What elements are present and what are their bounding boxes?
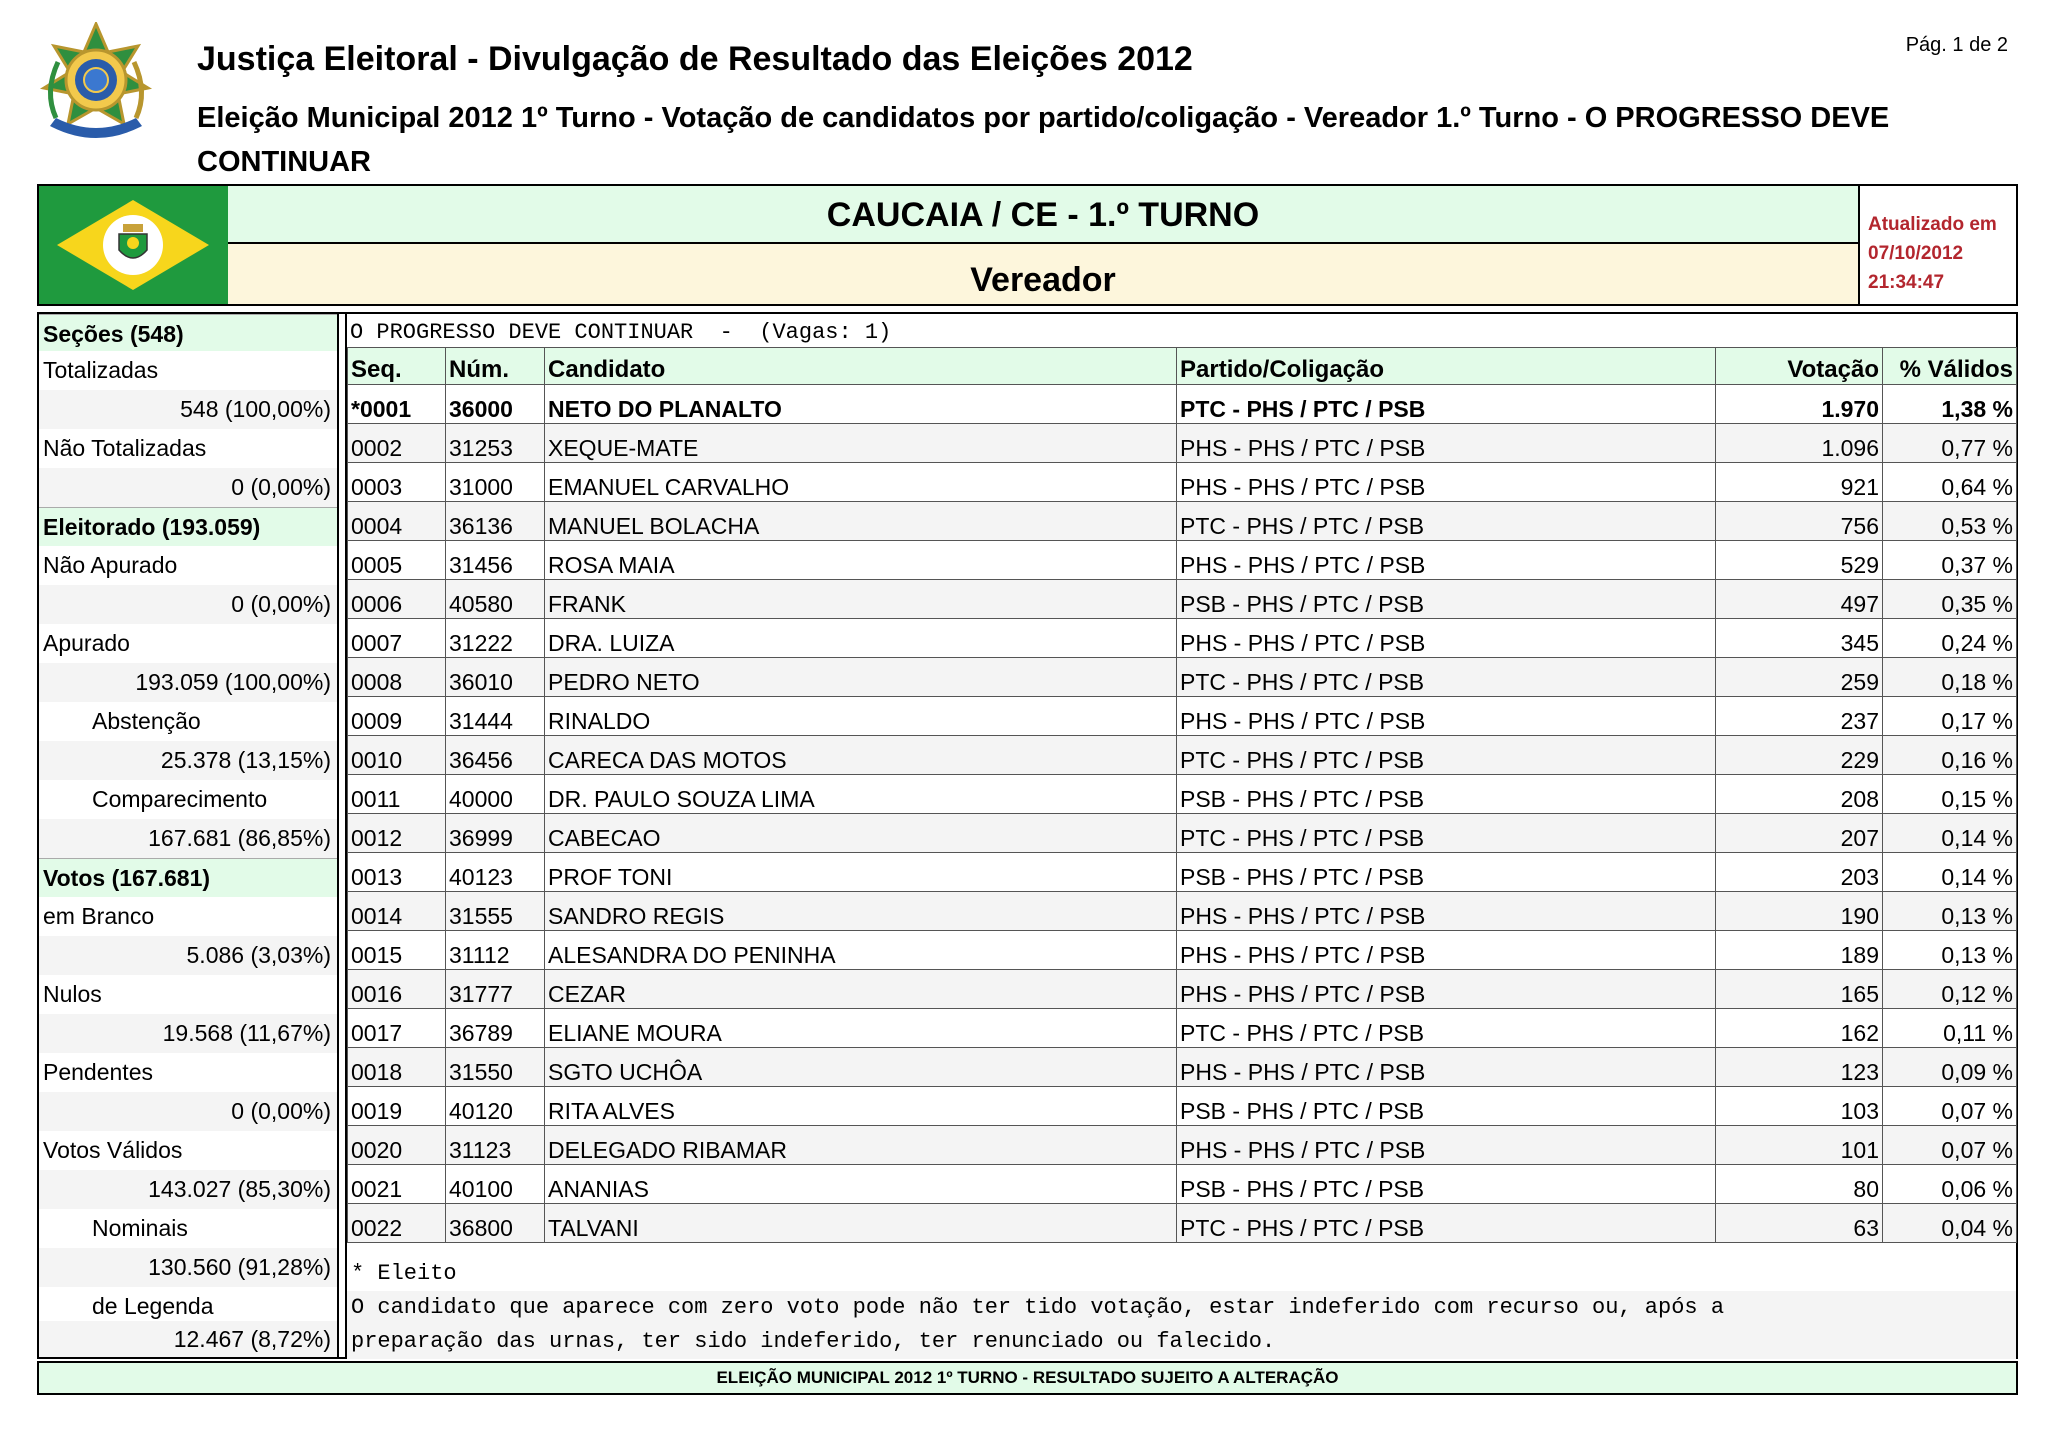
votes-cell: 190 [1716, 892, 1883, 931]
nominais-value: 130.560 (91,28%) [39, 1248, 337, 1287]
party-cell: PSB - PHS / PTC / PSB [1177, 775, 1716, 814]
pct-cell: 0,77 % [1883, 424, 2017, 463]
seq-cell: *0001 [348, 385, 446, 424]
num-cell: 36800 [446, 1204, 545, 1243]
table-row [348, 931, 2017, 970]
votes-cell: 103 [1716, 1087, 1883, 1126]
candidate-cell: DR. PAULO SOUZA LIMA [545, 775, 1177, 814]
table-row [348, 1048, 2017, 1087]
party-cell: PHS - PHS / PTC / PSB [1177, 892, 1716, 931]
candidate-cell: ELIANE MOURA [545, 1009, 1177, 1048]
votes-cell: 497 [1716, 580, 1883, 619]
votes-cell: 123 [1716, 1048, 1883, 1087]
pct-cell: 0,14 % [1883, 853, 2017, 892]
table-header-row [348, 348, 2017, 385]
num-cell: 36000 [446, 385, 545, 424]
summary-panel [39, 314, 337, 1357]
votes-cell: 756 [1716, 502, 1883, 541]
brazil-coat-of-arms-icon [36, 22, 156, 144]
validos-value: 143.027 (85,30%) [39, 1170, 337, 1209]
pct-cell: 0,13 % [1883, 931, 2017, 970]
table-row [348, 697, 2017, 736]
party-cell: PSB - PHS / PTC / PSB [1177, 1087, 1716, 1126]
table-row [348, 580, 2017, 619]
party-cell: PHS - PHS / PTC / PSB [1177, 1048, 1716, 1087]
comparecimento-value: 167.681 (86,85%) [39, 819, 337, 858]
candidate-cell: NETO DO PLANALTO [545, 385, 1177, 424]
document-title: Justiça Eleitoral - Divulgação de Resultado das Eleições 2012 [197, 40, 1193, 78]
votes-cell: 189 [1716, 931, 1883, 970]
seq-cell: 0018 [348, 1048, 446, 1087]
updated-label: Atualizado em [1868, 214, 1997, 235]
pct-cell: 0,13 % [1883, 892, 2017, 931]
num-cell: 40580 [446, 580, 545, 619]
col-seq: Seq. [348, 348, 446, 385]
table-row [348, 892, 2017, 931]
branco-label: em Branco [39, 897, 337, 936]
candidate-cell: XEQUE-MATE [545, 424, 1177, 463]
table-row [348, 1165, 2017, 1204]
seq-cell: 0012 [348, 814, 446, 853]
candidate-cell: ANANIAS [545, 1165, 1177, 1204]
pct-cell: 0,37 % [1883, 541, 2017, 580]
comparecimento-label: Comparecimento [39, 780, 337, 819]
party-cell: PHS - PHS / PTC / PSB [1177, 463, 1716, 502]
nulos-label: Nulos [39, 975, 337, 1014]
candidate-cell: CARECA DAS MOTOS [545, 736, 1177, 775]
pendentes-label: Pendentes [39, 1053, 337, 1092]
nao-totalizadas-label: Não Totalizadas [39, 429, 337, 468]
num-cell: 31253 [446, 424, 545, 463]
party-cell: PTC - PHS / PTC / PSB [1177, 1009, 1716, 1048]
pct-cell: 0,07 % [1883, 1087, 2017, 1126]
seq-cell: 0022 [348, 1204, 446, 1243]
coalition-line: O PROGRESSO DEVE CONTINUAR - (Vagas: 1) [350, 320, 892, 345]
votes-cell: 1.970 [1716, 385, 1883, 424]
pct-cell: 0,15 % [1883, 775, 2017, 814]
seq-cell: 0021 [348, 1165, 446, 1204]
seq-cell: 0007 [348, 619, 446, 658]
municipality-title: CAUCAIA / CE - 1.º TURNO [228, 186, 1860, 244]
pct-cell: 0,35 % [1883, 580, 2017, 619]
seq-cell: 0005 [348, 541, 446, 580]
totalizadas-value: 548 (100,00%) [39, 390, 337, 429]
num-cell: 36789 [446, 1009, 545, 1048]
candidate-cell: EMANUEL CARVALHO [545, 463, 1177, 502]
updated-timestamp [1868, 210, 1997, 297]
seq-cell: 0015 [348, 931, 446, 970]
page-number: Pág. 1 de 2 [1905, 34, 2008, 56]
party-cell: PSB - PHS / PTC / PSB [1177, 580, 1716, 619]
nominais-label: Nominais [39, 1209, 337, 1248]
seq-cell: 0002 [348, 424, 446, 463]
seq-cell: 0017 [348, 1009, 446, 1048]
num-cell: 40123 [446, 853, 545, 892]
table-row [348, 424, 2017, 463]
candidate-cell: CABECAO [545, 814, 1177, 853]
municipality-header [37, 184, 2018, 306]
candidate-cell: ALESANDRA DO PENINHA [545, 931, 1177, 970]
candidates-table [347, 347, 2017, 1243]
col-votes: Votação [1716, 348, 1883, 385]
candidate-cell: DELEGADO RIBAMAR [545, 1126, 1177, 1165]
party-cell: PHS - PHS / PTC / PSB [1177, 424, 1716, 463]
seq-cell: 0020 [348, 1126, 446, 1165]
pct-cell: 0,04 % [1883, 1204, 2017, 1243]
party-cell: PHS - PHS / PTC / PSB [1177, 697, 1716, 736]
footer-notice: ELEIÇÃO MUNICIPAL 2012 1º TURNO - RESULTADO SUJEITO A ALTERAÇÃO [37, 1361, 2018, 1395]
notes [347, 1257, 2016, 1359]
seq-cell: 0011 [348, 775, 446, 814]
votes-cell: 229 [1716, 736, 1883, 775]
num-cell: 40000 [446, 775, 545, 814]
votes-cell: 162 [1716, 1009, 1883, 1048]
pct-cell: 0,18 % [1883, 658, 2017, 697]
pct-cell: 0,53 % [1883, 502, 2017, 541]
num-cell: 31112 [446, 931, 545, 970]
pct-cell: 0,64 % [1883, 463, 2017, 502]
seq-cell: 0008 [348, 658, 446, 697]
votes-cell: 345 [1716, 619, 1883, 658]
col-candidate: Candidato [545, 348, 1177, 385]
pendentes-value: 0 (0,00%) [39, 1092, 337, 1131]
pct-cell: 0,24 % [1883, 619, 2017, 658]
seq-cell: 0004 [348, 502, 446, 541]
candidate-cell: RITA ALVES [545, 1087, 1177, 1126]
totalizadas-label: Totalizadas [39, 351, 337, 390]
party-cell: PHS - PHS / PTC / PSB [1177, 1126, 1716, 1165]
seq-cell: 0013 [348, 853, 446, 892]
table-row [348, 658, 2017, 697]
num-cell: 36010 [446, 658, 545, 697]
ceara-flag-icon [39, 186, 228, 304]
abstencao-value: 25.378 (13,15%) [39, 741, 337, 780]
table-row [348, 502, 2017, 541]
num-cell: 36999 [446, 814, 545, 853]
disclaimer-line-2: preparação das urnas, ter sido indeferido, ter renunciado ou falecido. [347, 1325, 2016, 1359]
seq-cell: 0019 [348, 1087, 446, 1126]
party-cell: PHS - PHS / PTC / PSB [1177, 619, 1716, 658]
candidate-cell: PEDRO NETO [545, 658, 1177, 697]
validos-label: Votos Válidos [39, 1131, 337, 1170]
num-cell: 31550 [446, 1048, 545, 1087]
candidate-cell: TALVANI [545, 1204, 1177, 1243]
pct-cell: 0,14 % [1883, 814, 2017, 853]
candidate-cell: RINALDO [545, 697, 1177, 736]
seq-cell: 0009 [348, 697, 446, 736]
candidate-cell: CEZAR [545, 970, 1177, 1009]
updated-date: 07/10/2012 [1868, 243, 1964, 264]
table-row [348, 1126, 2017, 1165]
party-cell: PTC - PHS / PTC / PSB [1177, 502, 1716, 541]
apurado-label: Apurado [39, 624, 337, 663]
secoes-header: Seções (548) [39, 314, 337, 353]
nao-apurado-label: Não Apurado [39, 546, 337, 585]
document-subtitle: Eleição Municipal 2012 1º Turno - Votação de candidatos por partido/coligação - Vereador 1.º Turno - O PROGRESSO DEVE CONTINUAR [197, 102, 1890, 178]
col-num: Núm. [446, 348, 545, 385]
legenda-value: 12.467 (8,72%) [39, 1321, 337, 1357]
votes-cell: 207 [1716, 814, 1883, 853]
pct-cell: 0,16 % [1883, 736, 2017, 775]
disclaimer-line-1: O candidato que aparece com zero voto pode não ter tido votação, estar indeferido com recurso ou, após a [347, 1291, 2016, 1325]
nao-apurado-value: 0 (0,00%) [39, 585, 337, 624]
col-party: Partido/Coligação [1177, 348, 1716, 385]
panel-divider [337, 314, 347, 1357]
abstencao-label: Abstenção [39, 702, 337, 741]
table-row [348, 1204, 2017, 1243]
candidate-cell: SGTO UCHÔA [545, 1048, 1177, 1087]
seq-cell: 0003 [348, 463, 446, 502]
party-cell: PHS - PHS / PTC / PSB [1177, 931, 1716, 970]
party-cell: PHS - PHS / PTC / PSB [1177, 970, 1716, 1009]
num-cell: 31555 [446, 892, 545, 931]
votes-cell: 1.096 [1716, 424, 1883, 463]
pct-cell: 0,07 % [1883, 1126, 2017, 1165]
votos-header: Votos (167.681) [39, 858, 337, 897]
candidate-cell: SANDRO REGIS [545, 892, 1177, 931]
candidates-panel [347, 314, 2016, 1357]
table-row [348, 853, 2017, 892]
num-cell: 31222 [446, 619, 545, 658]
table-row [348, 970, 2017, 1009]
candidate-cell: MANUEL BOLACHA [545, 502, 1177, 541]
updated-time: 21:34:47 [1868, 272, 1945, 293]
seq-cell: 0014 [348, 892, 446, 931]
office-title: Vereador [228, 244, 1860, 304]
candidate-cell: PROF TONI [545, 853, 1177, 892]
table-row [348, 463, 2017, 502]
num-cell: 36136 [446, 502, 545, 541]
results-frame [37, 312, 2018, 1359]
num-cell: 31123 [446, 1126, 545, 1165]
elected-note: * Eleito [351, 1261, 457, 1286]
num-cell: 31000 [446, 463, 545, 502]
num-cell: 31444 [446, 697, 545, 736]
eleitorado-header: Eleitorado (193.059) [39, 507, 337, 546]
num-cell: 31777 [446, 970, 545, 1009]
num-cell: 31456 [446, 541, 545, 580]
candidate-cell: ROSA MAIA [545, 541, 1177, 580]
candidate-cell: DRA. LUIZA [545, 619, 1177, 658]
party-cell: PTC - PHS / PTC / PSB [1177, 658, 1716, 697]
table-row [348, 385, 2017, 424]
votes-cell: 237 [1716, 697, 1883, 736]
pct-cell: 0,11 % [1883, 1009, 2017, 1048]
table-row [348, 541, 2017, 580]
party-cell: PTC - PHS / PTC / PSB [1177, 814, 1716, 853]
party-cell: PTC - PHS / PTC / PSB [1177, 1204, 1716, 1243]
party-cell: PTC - PHS / PTC / PSB [1177, 736, 1716, 775]
pct-cell: 0,09 % [1883, 1048, 2017, 1087]
pct-cell: 0,17 % [1883, 697, 2017, 736]
seq-cell: 0006 [348, 580, 446, 619]
num-cell: 40100 [446, 1165, 545, 1204]
col-valid-pct: % Válidos [1883, 348, 2017, 385]
pct-cell: 0,12 % [1883, 970, 2017, 1009]
candidate-cell: FRANK [545, 580, 1177, 619]
votes-cell: 165 [1716, 970, 1883, 1009]
party-cell: PSB - PHS / PTC / PSB [1177, 1165, 1716, 1204]
votes-cell: 63 [1716, 1204, 1883, 1243]
party-cell: PHS - PHS / PTC / PSB [1177, 541, 1716, 580]
table-row [348, 775, 2017, 814]
votes-cell: 529 [1716, 541, 1883, 580]
num-cell: 40120 [446, 1087, 545, 1126]
apurado-value: 193.059 (100,00%) [39, 663, 337, 702]
party-cell: PTC - PHS / PTC / PSB [1177, 385, 1716, 424]
pct-cell: 0,06 % [1883, 1165, 2017, 1204]
seq-cell: 0010 [348, 736, 446, 775]
branco-value: 5.086 (3,03%) [39, 936, 337, 975]
votes-cell: 259 [1716, 658, 1883, 697]
votes-cell: 921 [1716, 463, 1883, 502]
votes-cell: 80 [1716, 1165, 1883, 1204]
votes-cell: 101 [1716, 1126, 1883, 1165]
table-row [348, 619, 2017, 658]
table-row [348, 1087, 2017, 1126]
party-cell: PSB - PHS / PTC / PSB [1177, 853, 1716, 892]
table-row [348, 1009, 2017, 1048]
votes-cell: 203 [1716, 853, 1883, 892]
nao-totalizadas-value: 0 (0,00%) [39, 468, 337, 507]
table-row [348, 736, 2017, 775]
legenda-label: de Legenda [39, 1287, 337, 1326]
nulos-value: 19.568 (11,67%) [39, 1014, 337, 1053]
table-row [348, 814, 2017, 853]
votes-cell: 208 [1716, 775, 1883, 814]
pct-cell: 1,38 % [1883, 385, 2017, 424]
num-cell: 36456 [446, 736, 545, 775]
seq-cell: 0016 [348, 970, 446, 1009]
